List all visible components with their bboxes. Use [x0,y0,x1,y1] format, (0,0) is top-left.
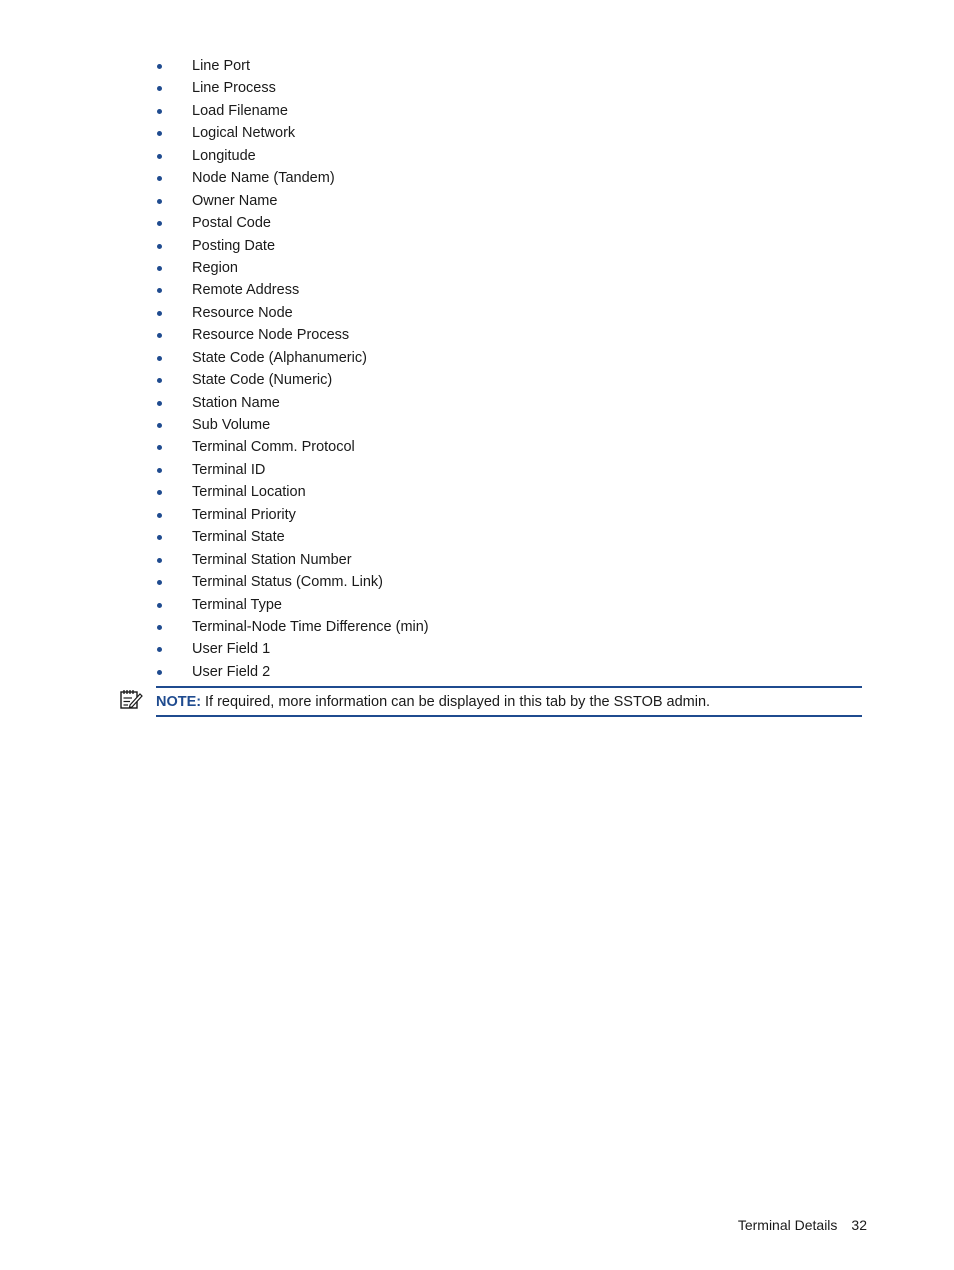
list-item-label: Node Name (Tandem) [192,170,335,187]
list-item-label: Terminal Priority [192,506,296,523]
bullet-icon [157,86,162,91]
bullet-icon [157,445,162,450]
list-item-label: Station Name [192,394,280,411]
bullet-icon [157,535,162,540]
bullet-icon [157,356,162,361]
bullet-icon [157,558,162,563]
bullet-icon [157,625,162,630]
bullet-icon [157,154,162,159]
list-item-label: Region [192,259,238,276]
list-item-label: Longitude [192,147,256,164]
note-icon [119,688,143,710]
bullet-icon [157,176,162,181]
bullet-icon [157,64,162,69]
list-item-label: Resource Node [192,304,293,321]
page-footer [738,1215,867,1235]
bullet-icon [157,580,162,585]
bullet-icon [157,131,162,136]
list-item-label: Terminal State [192,529,285,546]
bullet-icon [157,109,162,114]
page-number: 32 [851,1217,867,1233]
bullet-icon [157,311,162,316]
list-item-label: Postal Code [192,215,271,232]
bullet-icon [157,468,162,473]
bullet-icon [157,670,162,675]
list-item-label: Sub Volume [192,417,271,433]
list-item-label: Line Port [192,58,251,74]
list-item-label: Line Process [192,80,276,97]
list-item-label: Terminal Type [192,596,282,613]
list-item-label: Load Filename [192,102,288,119]
list-item-label: Terminal Station Number [192,551,352,568]
note-box [156,686,862,717]
list-item-label: Resource Node Process [192,327,350,344]
footer-section-title: Terminal Details [737,1217,838,1233]
bullet-icon [157,490,162,495]
list-item-label: State Code (Alphanumeric) [192,349,367,366]
list-item-label: Terminal-Node Time Difference (min) [192,618,429,635]
bullet-icon [157,288,162,293]
list-item-label: User Field 2 [192,663,271,680]
list-item-label: Terminal Comm. Protocol [192,439,355,456]
bullet-icon [157,513,162,518]
list-item-label: Terminal Status (Comm. Link) [192,574,383,591]
bullet-icon [157,333,162,338]
note-text: If required, more information can be displayed in this tab by the SSTOB admin. [205,694,711,710]
list-item-label: Terminal Location [192,484,306,501]
bullet-icon [157,244,162,249]
note-label: NOTE: [156,694,202,710]
list-item-label: User Field 1 [192,641,271,658]
bullet-icon [157,647,162,652]
bullet-icon [157,423,162,428]
list-item-label: Logical Network [192,125,296,142]
list-item-label: Remote Address [192,282,300,299]
bullet-icon [157,603,162,608]
bullet-icon [157,266,162,271]
bullet-icon [157,221,162,226]
bullet-icon [157,378,162,383]
bullet-icon [157,401,162,406]
list-item-label: State Code (Numeric) [192,372,333,389]
list-item-label: Owner Name [192,192,278,209]
bullet-icon [157,199,162,204]
list-item-label: Terminal ID [192,461,266,478]
list-item-label: Posting Date [192,237,276,254]
